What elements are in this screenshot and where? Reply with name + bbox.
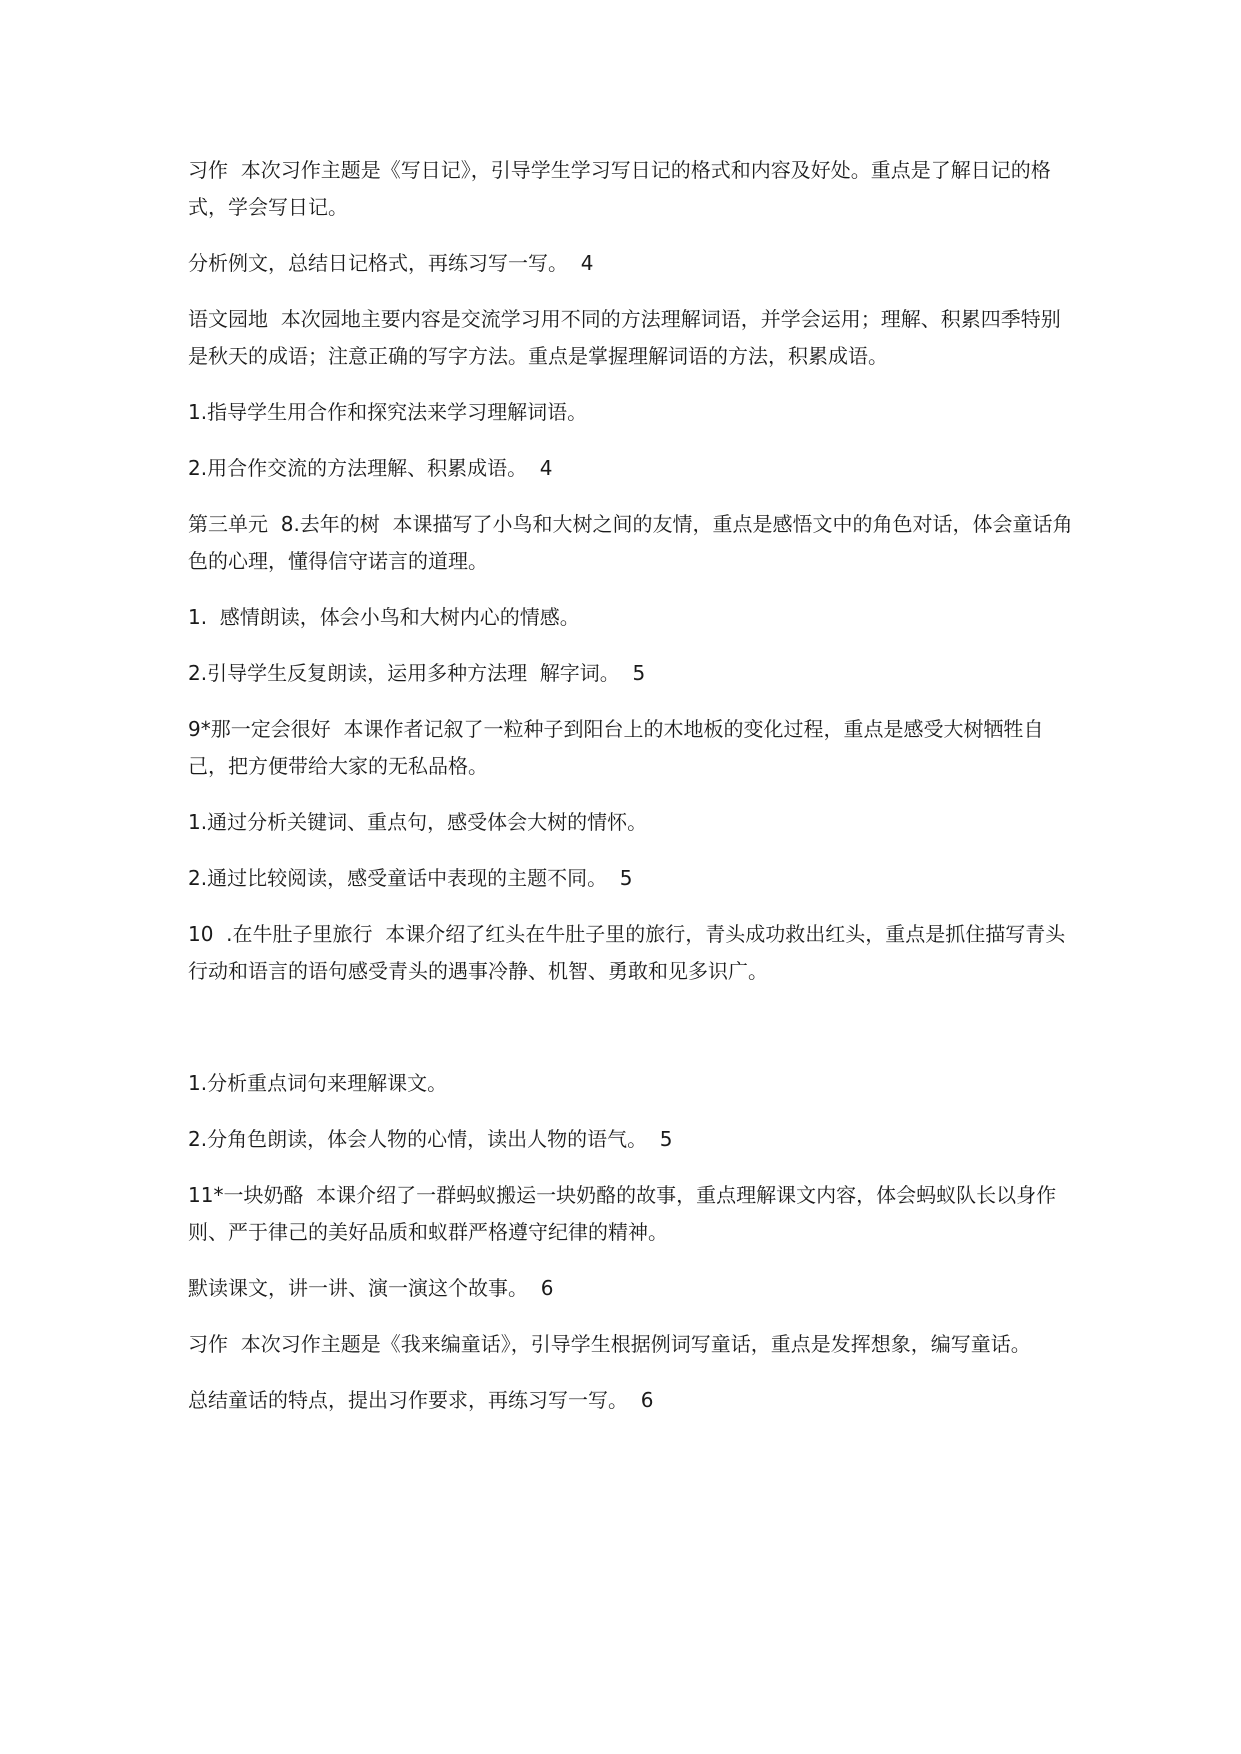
paragraph-lesson-10-method-2: 2.分角色朗读，体会人物的心情，读出人物的语气。 5	[188, 1127, 673, 1151]
paragraph-unit-3-lesson-8: 第三单元 8.去年的树 本课描写了小鸟和大树之间的友情，重点是感悟文中的角色对话，体会童话角色的心理，懂得信守诺言的道理。	[188, 512, 1073, 573]
paragraph-lesson-11: 11*一块奶酪 本课介绍了一群蚂蚁搬运一块奶酪的故事，重点理解课文内容，体会蚂蚁队长以身作则、严于律己的美好品质和蚁群严格遵守纪律的精神。	[188, 1183, 1057, 1244]
paragraph-lesson-9-method-2: 2.通过比较阅读，感受童话中表现的主题不同。 5	[188, 866, 633, 890]
paragraph-writing-fairy-tale-method: 总结童话的特点，提出习作要求，再练习写一写。 6	[188, 1388, 654, 1412]
paragraph-lesson-11-method: 默读课文，讲一讲、演一演这个故事。 6	[188, 1276, 554, 1300]
paragraph-writing-fairy-tale: 习作 本次习作主题是《我来编童话》，引导学生根据例词写童话，重点是发挥想象，编写童话。	[188, 1332, 1031, 1356]
paragraph-lesson-9: 9*那一定会很好 本课作者记叙了一粒种子到阳台上的木地板的变化过程，重点是感受大树牺牲自己，把方便带给大家的无私品格。	[188, 717, 1044, 778]
paragraph-writing-diary: 习作 本次习作主题是《写日记》，引导学生学习写日记的格式和内容及好处。重点是了解日记的格式，学会写日记。	[188, 158, 1051, 219]
document-body	[188, 152, 1078, 1419]
paragraph-lesson-10-method-1: 1.分析重点词句来理解课文。	[188, 1071, 448, 1095]
paragraph-writing-diary-method: 分析例文，总结日记格式，再练习写一写。 4	[188, 251, 594, 275]
paragraph-lesson-9-method-1: 1.通过分析关键词、重点句，感受体会大树的情怀。	[188, 810, 648, 834]
paragraph-garden-method-2: 2.用合作交流的方法理解、积累成语。 4	[188, 456, 553, 480]
paragraph-garden-method-1: 1.指导学生用合作和探究法来学习理解词语。	[188, 400, 588, 424]
paragraph-lesson-8-method-1: 1. 感情朗读，体会小鸟和大树内心的情感。	[188, 605, 580, 629]
paragraph-lesson-10: 10 .在牛肚子里旅行 本课介绍了红头在牛肚子里的旅行，青头成功救出红头，重点是抓住描写青头行动和语言的语句感受青头的遇事冷静、机智、勇敢和见多识广。	[188, 922, 1066, 983]
paragraph-chinese-garden: 语文园地 本次园地主要内容是交流学习用不同的方法理解词语，并学会运用；理解、积累四季特别是秋天的成语；注意正确的写字方法。重点是掌握理解词语的方法，积累成语。	[188, 307, 1061, 368]
paragraph-lesson-8-method-2: 2.引导学生反复朗读，运用多种方法理 解字词。 5	[188, 661, 646, 685]
